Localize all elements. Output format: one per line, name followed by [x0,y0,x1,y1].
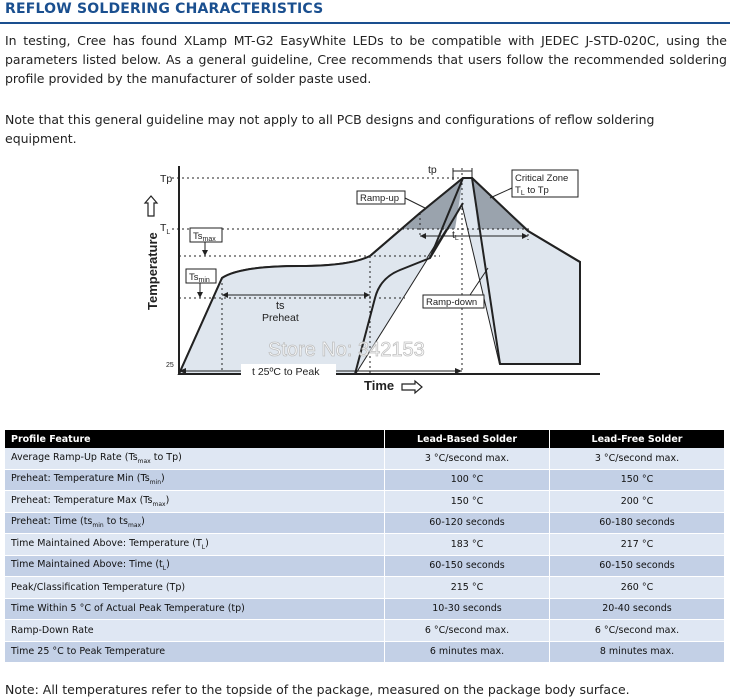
table-row [5,598,725,620]
feature-cell: Preheat: Time ($ts_{min}$ to $ts_{max}$) [5,512,385,534]
lead-free-cell: 3 °C/second max. [550,448,725,469]
ramp-up-label: Ramp-up [360,193,400,204]
feature-cell: Time 25 °C to Peak Temperature [5,641,385,663]
feature-cell: Time Maintained Above: Time $(t_L)$ [5,555,385,577]
table-row [5,641,725,663]
y-axis-label: Temperature [145,232,160,310]
table-row [5,469,725,491]
header-profile-feature: Profile Feature [5,430,385,448]
feature-cell: Preheat: Temperature Max $(Ts_{max})$ [5,491,385,513]
title-bar [0,0,730,24]
table-row [5,512,725,534]
x-axis-label: Time [364,378,395,393]
lead-based-cell: 10-30 seconds [385,598,550,620]
lead-free-cell: 6 °C/second max. [550,620,725,642]
lead-based-cell: 6 °C/second max. [385,620,550,642]
table-row [5,448,725,469]
top-tp-label: tp [428,164,437,176]
lead-free-cell: 260 °C [550,577,725,599]
feature-cell: Time Within 5 °C of Actual Peak Temperature (tp) [5,598,385,620]
tl-time-label: tL [452,229,459,242]
lead-free-cell: 60-150 seconds [550,555,725,577]
origin-label: 25 [166,362,174,369]
feature-cell: Time Maintained Above: Temperature $(T_L)$ [5,534,385,556]
tsmin-label: $Ts_{min}$ [189,272,210,284]
header-lead-based: Lead-Based Solder [385,430,550,448]
soldering-profile-table [5,430,725,663]
lead-based-cell: 60-150 seconds [385,555,550,577]
tl-axis-label: $T_L$ [160,222,171,236]
lead-based-cell: 100 °C [385,469,550,491]
time-arrow-icon [402,381,422,393]
lead-free-cell: 20-40 seconds [550,598,725,620]
header-lead-free: Lead-Free Solder [550,430,725,448]
lead-free-cell: 8 minutes max. [550,641,725,663]
ts-label: ts [276,300,285,312]
critical-zone-line1: Critical Zone [515,173,569,184]
lead-free-cell: 60-180 seconds [550,512,725,534]
table-row [5,577,725,599]
reflow-profile-diagram [0,158,730,403]
footnote: Note: All temperatures refer to the topside of the package, measured on the package body surface. [5,682,630,697]
tp-axis-label: Tp [160,173,173,185]
guideline-note: Note that this general guideline may not apply to all PCB designs and configurations of reflow soldering equipment. [5,112,655,146]
table-row [5,555,725,577]
lead-based-cell: 183 °C [385,534,550,556]
table-row [5,620,725,642]
intro-paragraph: In testing, Cree has found XLamp MT-G2 EasyWhite LEDs to be compatible with JEDEC J-STD-020C, using the parameters listed below. As a general guideline, Cree recommends that users follow the recommended soldering profile provided by the manufacturer of solder paste used. [5,33,727,86]
lead-based-cell: 215 °C [385,577,550,599]
feature-cell: Average Ramp-Up Rate ($Ts_{max}$ to Tp) [5,448,385,469]
table-header-row [5,430,725,448]
lead-based-cell: 60-120 seconds [385,512,550,534]
lead-free-cell: 200 °C [550,491,725,513]
table-row [5,491,725,513]
feature-cell: Peak/Classification Temperature (Tp) [5,577,385,599]
page-title: REFLOW SOLDERING CHARACTERISTICS [5,1,324,17]
lead-based-cell: 150 °C [385,491,550,513]
tsmax-label: $Ts_{max}$ [193,231,216,243]
lead-based-cell: 6 minutes max. [385,641,550,663]
feature-cell: Ramp-Down Rate [5,620,385,642]
ramp-down-label: Ramp-down [426,297,478,308]
lead-free-cell: 150 °C [550,469,725,491]
store-watermark: Store No: 342153 [268,339,425,361]
feature-cell: Preheat: Temperature Min $(Ts_{min})$ [5,469,385,491]
critical-zone-line2: $T_L$ to Tp [515,185,549,197]
lead-free-cell: 217 °C [550,534,725,556]
lead-based-cell: 3 °C/second max. [385,448,550,469]
temperature-arrow-icon [145,196,157,216]
bottom-span-label: t 25ºC to Peak [252,366,320,378]
table-row [5,534,725,556]
preheat-label: Preheat [262,312,299,324]
